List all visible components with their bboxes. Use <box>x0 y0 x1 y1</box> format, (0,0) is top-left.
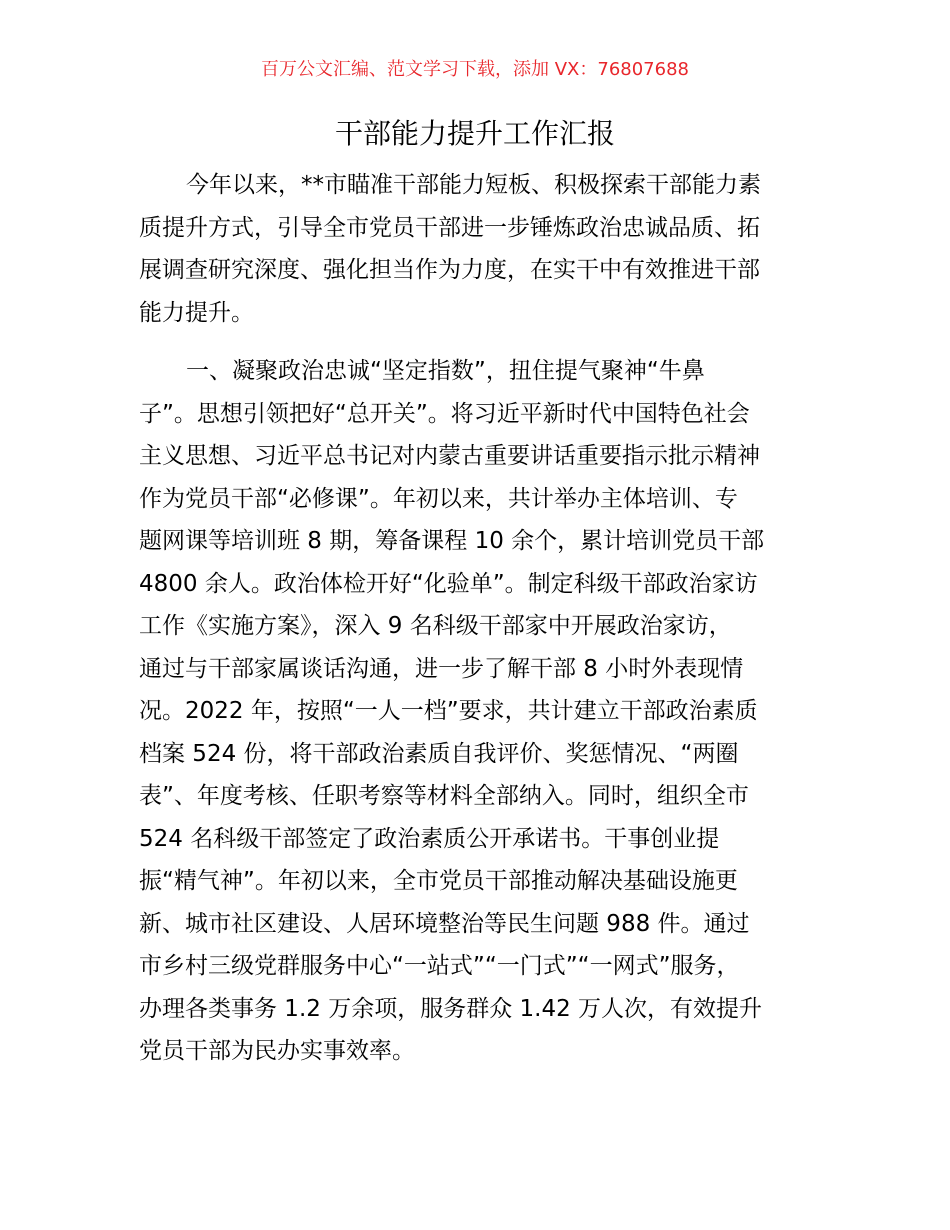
paragraph-line: 市乡村三级党群服务中心“一站式”“一门式”“一网式”服务， <box>139 953 740 979</box>
paragraph-line: 通过与干部家属谈话沟通，进一步了解干部 8 小时外表现情 <box>139 655 744 682</box>
promo-banner: 百万公文汇编、范文学习下载，添加 VX：76807688 <box>261 59 689 80</box>
paragraph-line: 子”。思想引领把好“总开关”。将习近平新时代中国特色社会 <box>139 400 750 427</box>
paragraph-intro <box>139 164 815 334</box>
paragraph-line: 质提升方式，引导全市党员干部进一步锤炼政治忠诚品质、拓 <box>139 214 760 241</box>
paragraph-line: 主义思想、习近平总书记对内蒙古重要讲话重要指示批示精神 <box>139 443 760 469</box>
paragraph-line: 办理各类事务 1.2 万余项，服务群众 1.42 万人次，有效提升 <box>139 995 763 1022</box>
paragraph-line: 工作《实施方案》，深入 9 名科级干部家中开展政治家访， <box>139 613 732 639</box>
document-title: 干部能力提升工作汇报 <box>334 117 615 150</box>
paragraph-line: 4800 余人。政治体检开好“化验单”。制定科级干部政治家访 <box>139 570 758 597</box>
paragraph-line: 表”、年度考核、任职考察等材料全部纳入。同时，组织全市 <box>139 783 749 809</box>
paragraph-line: 况。2022 年，按照“一人一档”要求，共计建立干部政治素质 <box>139 698 758 724</box>
paragraph-line: 党员干部为民办实事效率。 <box>139 1038 415 1064</box>
paragraph-line: 能力提升。 <box>139 299 254 326</box>
paragraph-line: 作为党员干部“必修课”。年初以来，共计举办主体培训、专 <box>139 485 738 512</box>
paragraph-section-one <box>139 350 815 1073</box>
paragraph-line: 524 名科级干部签定了政治素质公开承诺书。干事创业提 <box>139 825 720 852</box>
paragraph-line: 振“精气神”。年初以来，全市党员干部推动解决基础设施更 <box>139 868 738 894</box>
paragraph-line: 一、凝聚政治忠诚“坚定指数”，扭住提气聚神“牛鼻 <box>186 358 705 384</box>
paragraph-line: 新、城市社区建设、人居环境整治等民生问题 988 件。通过 <box>139 910 750 937</box>
paragraph-line: 档案 524 份，将干部政治素质自我评价、奖惩情况、“两圈 <box>139 740 739 767</box>
paragraph-line: 题网课等培训班 8 期，筹备课程 10 余个，累计培训党员干部 <box>139 528 765 554</box>
paragraph-line: 今年以来，**市瞄准干部能力短板、积极探索干部能力素 <box>186 172 761 198</box>
paragraph-line: 展调查研究深度、强化担当作为力度，在实干中有效推进干部 <box>139 257 760 283</box>
